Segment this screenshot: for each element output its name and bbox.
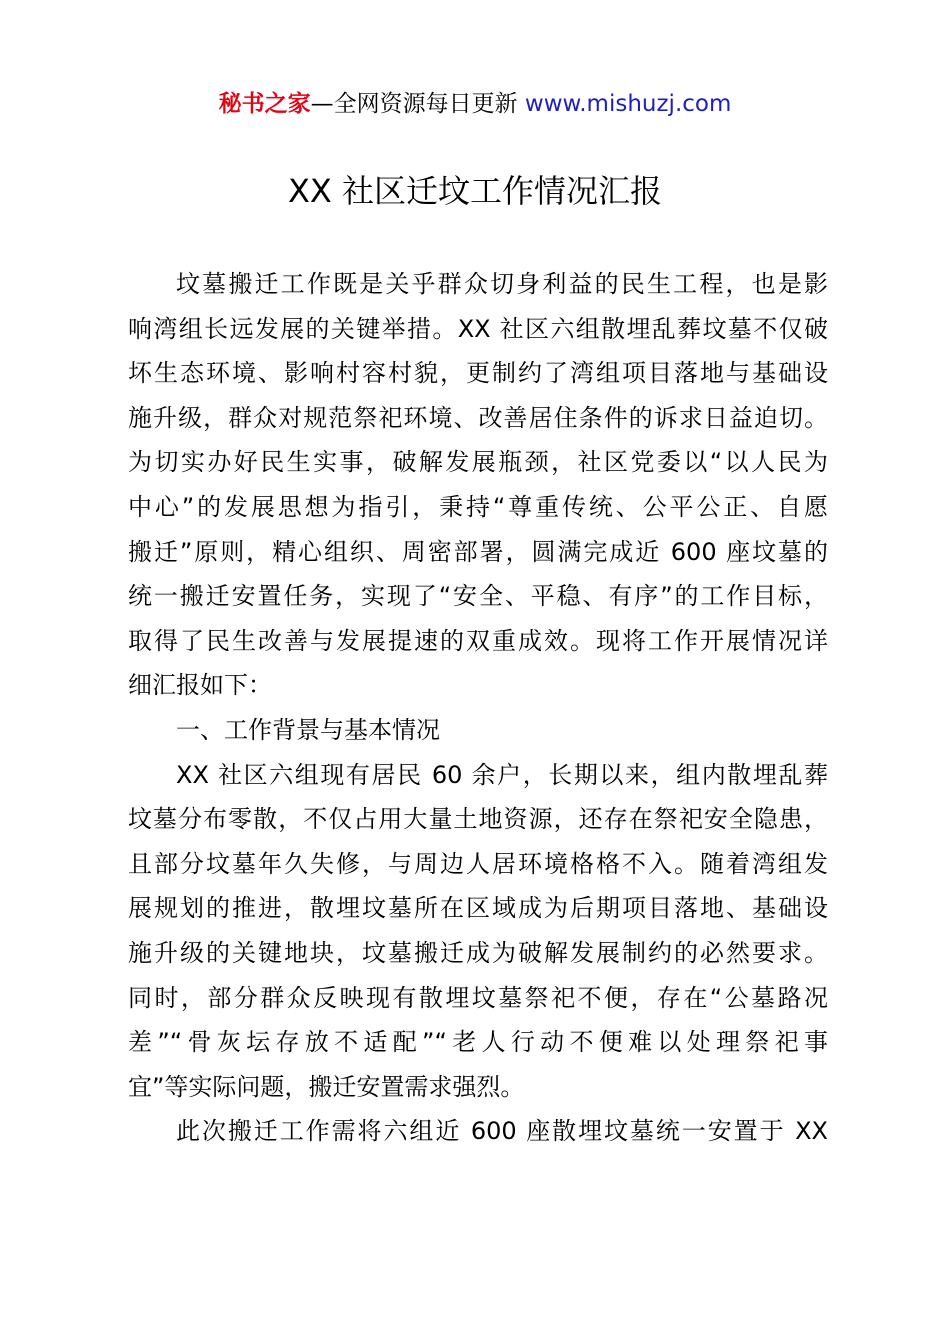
site-url-link[interactable]: www.mishuzj.com	[524, 91, 732, 117]
document-title: XX 社区迁坟工作情况汇报	[287, 172, 663, 210]
paragraph-line: 坏生态环境、影响村容村貌，更制约了湾组项目落地与基础设	[128, 359, 828, 388]
paragraph-line: 为切实办好民生实事，破解发展瓶颈，社区党委以“以人民为	[128, 448, 828, 477]
site-brand: 秘书之家	[218, 91, 311, 117]
paragraph-line: 响湾组长远发展的关键举措。XX 社区六组散埋乱葬坟墓不仅破	[128, 314, 828, 343]
paragraph-line: 施升级的关键地块，坟墓搬迁成为破解发展制约的必然要求。	[128, 938, 828, 967]
paragraph-line: 差”“骨灰坛存放不适配”“老人行动不便难以处理祭祀事	[128, 1028, 828, 1057]
paragraph-line: 展规划的推进，散埋坟墓所在区域成为后期项目落地、基础设	[128, 894, 828, 923]
paragraph-line: 细汇报如下：	[128, 671, 272, 700]
paragraph-line: 坟墓分布零散，不仅占用大量土地资源，还存在祭祀安全隐患，	[128, 805, 828, 834]
paragraph-line: 且部分坟墓年久失修，与周边人居环境格格不入。随着湾组发	[128, 849, 828, 878]
section-heading: 一、工作背景与基本情况	[176, 715, 440, 744]
paragraph-line: 施升级，群众对规范祭祀环境、改善居住条件的诉求日益迫切。	[128, 403, 828, 432]
paragraph-line: 宜”等实际问题，搬迁安置需求强烈。	[128, 1072, 525, 1101]
paragraph-line: 中心”的发展思想为指引，秉持“尊重传统、公平公正、自愿	[128, 492, 828, 521]
paragraph-line: 统一搬迁安置任务，实现了“安全、平稳、有序”的工作目标，	[128, 582, 828, 611]
paragraph-line: 搬迁”原则，精心组织、周密部署，圆满完成近 600 座坟墓的	[128, 537, 828, 566]
paragraph-line: 同时，部分群众反映现有散埋坟墓祭祀不便，存在“公墓路况	[128, 983, 828, 1012]
site-header	[0, 86, 950, 122]
paragraph-line: 此次搬迁工作需将六组近 600 座散埋坟墓统一安置于 XX	[176, 1117, 828, 1146]
paragraph-line: 坟墓搬迁工作既是关乎群众切身利益的民生工程，也是影	[176, 270, 828, 298]
paragraph-line: 取得了民生改善与发展提速的双重成效。现将工作开展情况详	[128, 626, 828, 655]
paragraph-line: XX 社区六组现有居民 60 余户，长期以来，组内散埋乱葬	[176, 760, 828, 789]
document-body	[128, 262, 828, 1154]
site-slogan: —全网资源每日更新	[310, 91, 525, 117]
